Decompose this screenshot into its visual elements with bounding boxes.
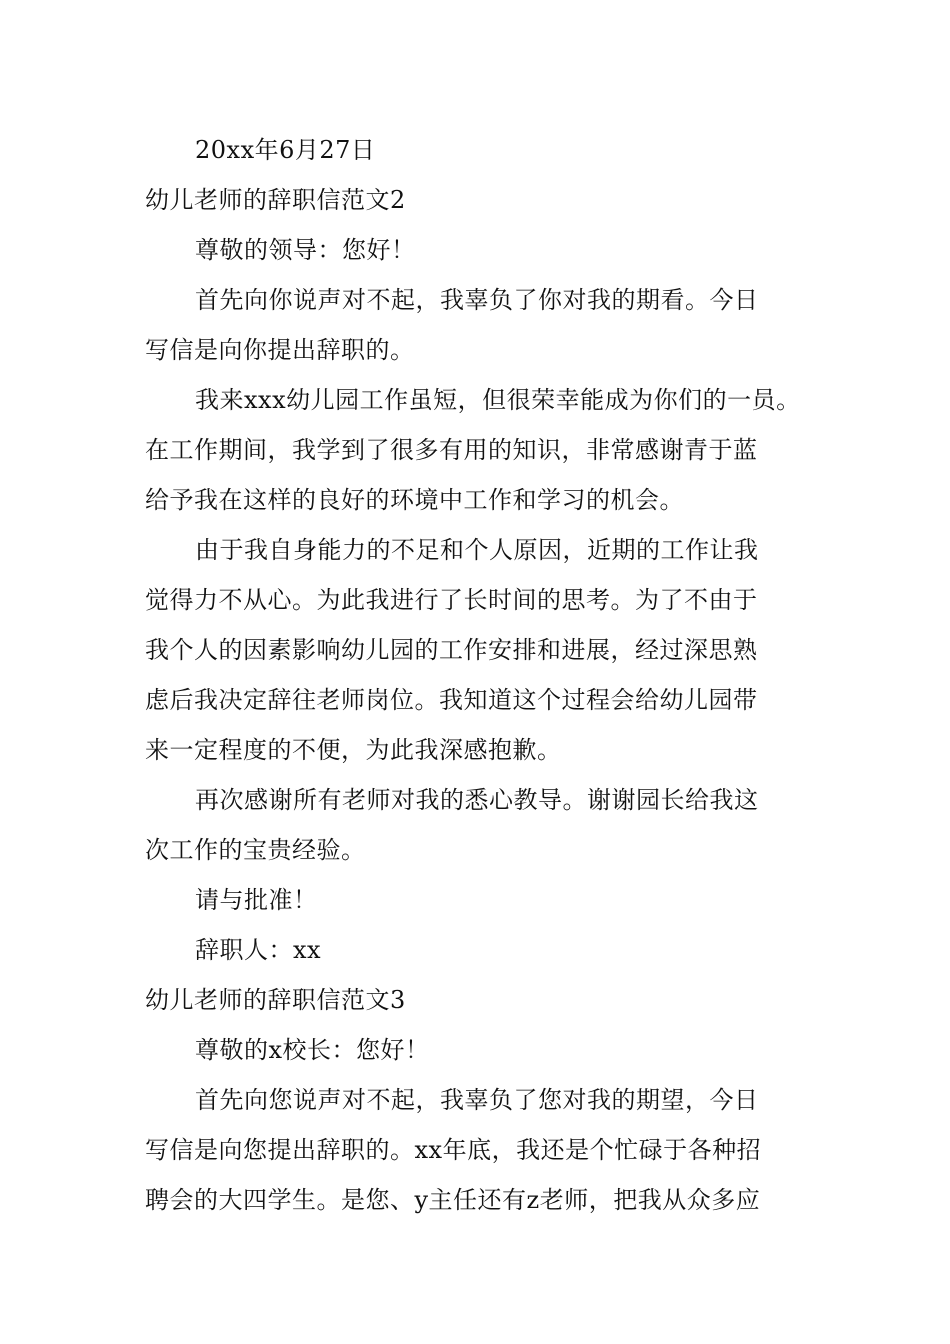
paragraph-line: 虑后我决定辞往老师岗位。我知道这个过程会给幼儿园带 [145, 686, 758, 714]
paragraph-line: 在工作期间，我学到了很多有用的知识，非常感谢青于蓝 [145, 436, 758, 464]
paragraph-line: 首先向你说声对不起，我辜负了你对我的期看。今日 [195, 286, 759, 314]
date-line: 20xx年6月27日 [195, 136, 376, 164]
paragraph-line: 来一定程度的不便，为此我深感抱歉。 [145, 736, 562, 764]
section-heading-2: 幼儿老师的辞职信范文2 [145, 186, 406, 214]
section-heading-3: 幼儿老师的辞职信范文3 [145, 986, 406, 1014]
closing-request: 请与批准！ [195, 886, 318, 914]
paragraph-line: 给予我在这样的良好的环境中工作和学习的机会。 [145, 486, 684, 514]
paragraph-line: 写信是向你提出辞职的。 [145, 336, 415, 364]
signature-line: 辞职人：xx [195, 936, 322, 964]
paragraph-line: 我个人的因素影响幼儿园的工作安排和进展，经过深思熟 [145, 636, 758, 664]
paragraph-line: 写信是向您提出辞职的。xx年底，我还是个忙碌于各种招 [145, 1136, 762, 1164]
paragraph-line: 由于我自身能力的不足和个人原因，近期的工作让我 [195, 536, 759, 564]
paragraph-line: 我来xxx幼儿园工作虽短，但很荣幸能成为你们的一员。 [195, 386, 801, 414]
paragraph-line: 觉得力不从心。为此我进行了长时间的思考。为了不由于 [145, 586, 758, 614]
paragraph-line: 次工作的宝贵经验。 [145, 836, 366, 864]
paragraph-line: 聘会的大四学生。是您、y主任还有z老师，把我从众多应 [145, 1186, 761, 1214]
paragraph-line: 首先向您说声对不起，我辜负了您对我的期望，今日 [195, 1086, 759, 1114]
salutation: 尊敬的x校长：您好！ [195, 1036, 430, 1064]
salutation: 尊敬的领导：您好！ [195, 236, 416, 264]
paragraph-line: 再次感谢所有老师对我的悉心教导。谢谢园长给我这 [195, 786, 759, 814]
